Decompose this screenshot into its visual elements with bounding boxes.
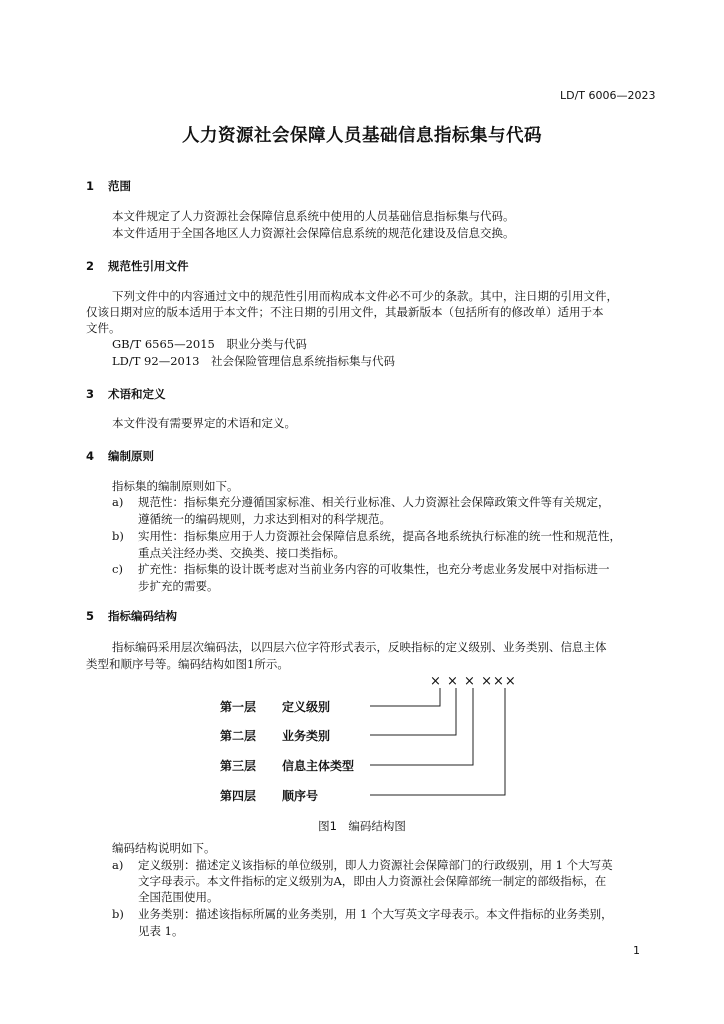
layer-level: 第四层 (220, 789, 257, 803)
list-text: 遵循统一的编码规则，力求达到相对的科学规范。 (138, 512, 391, 526)
list-text: 业务类别：描述该指标所属的业务类别，用 1 个大写英文字母表示。本文件指标的业务类别， (138, 907, 613, 921)
paragraph-line: 指标编码采用层次编码法，以四层六位字符形式表示，反映指标的定义级别、业务类别、信息主体 (112, 640, 607, 654)
paragraph: 编码结构说明如下。 (112, 841, 216, 855)
code-placeholder-marks: × × × ××× (430, 674, 517, 689)
paragraph: 指标集的编制原则如下。 (112, 479, 239, 493)
section-title: 指标编码结构 (108, 609, 177, 623)
section-number: 3 (86, 387, 95, 401)
list-item (112, 906, 613, 922)
paragraph: 本文件规定了人力资源社会保障信息系统中使用的人员基础信息指标集与代码。 (112, 209, 515, 223)
layer-level: 第二层 (220, 729, 257, 743)
paragraph: 本文件没有需要界定的术语和定义。 (112, 416, 296, 430)
paragraph-line: 仅该日期对应的版本适用于本文件；不注日期的引用文件，其最新版本（包括所有的修改单）适用于本 (86, 305, 604, 319)
list-marker: c) (112, 562, 123, 576)
list-text: 全国范围使用。 (138, 890, 219, 904)
section-title: 规范性引用文件 (108, 259, 189, 273)
paragraph-line: 下列文件中的内容通过文中的规范性引用而构成本文件必不可少的条款。其中，注日期的引用文件， (112, 289, 618, 303)
reference-item: LD/T 92—2013 社会保险管理信息系统指标集与代码 (112, 354, 395, 368)
section-number: 5 (86, 609, 95, 623)
layer-level: 第三层 (220, 759, 257, 773)
connector-line-layer-1 (370, 688, 440, 706)
list-text: 步扩充的需要。 (138, 579, 219, 593)
list-text: 重点关注经办类、交换类、接口类指标。 (138, 546, 345, 560)
figure-title: 编码结构图 (348, 819, 406, 833)
page-title: 人力资源社会保障人员基础信息指标集与代码 (182, 126, 542, 146)
figure-caption (0, 818, 724, 834)
list-marker: b) (112, 529, 124, 543)
paragraph: 本文件适用于全国各地区人力资源社会保障信息系统的规范化建设及信息交换。 (112, 226, 515, 240)
list-text: 实用性：指标集应用于人力资源社会保障信息系统，提高各地系统执行标准的统一性和规范性， (138, 529, 621, 543)
connector-line-layer-3 (370, 688, 473, 765)
layer-label: 信息主体类型 (282, 759, 355, 773)
list-text: 见表 1。 (138, 924, 184, 938)
list-text: 文字母表示。本文件指标的定义级别为A，即由人力资源社会保障部统一制定的部级指标，在 (138, 874, 607, 888)
list-marker: a) (112, 858, 124, 872)
connector-line-layer-4 (370, 688, 505, 795)
reference-item: GB/T 6565—2015 职业分类与代码 (112, 337, 307, 351)
section-number: 2 (86, 259, 95, 273)
list-text: 定义级别：描述定义该指标的单位级别，即人力资源社会保障部门的行政级别，用 1 个大写英 (138, 858, 613, 872)
paragraph-line: 文件。 (86, 321, 121, 335)
section-title: 术语和定义 (108, 387, 166, 401)
layer-label: 定义级别 (282, 700, 331, 714)
list-marker: a) (112, 495, 124, 509)
list-text: 规范性：指标集充分遵循国家标准、相关行业标准、人力资源社会保障政策文件等有关规定， (138, 495, 610, 509)
section-title: 范围 (108, 179, 131, 193)
layer-label: 业务类别 (282, 729, 331, 743)
connector-line-layer-2 (370, 688, 456, 735)
section-number: 1 (86, 179, 95, 193)
paragraph-line: 类型和顺序号等。编码结构如图1所示。 (86, 657, 289, 671)
list-text: 扩充性：指标集的设计既考虑对当前业务内容的可收集性，也充分考虑业务发展中对指标进一 (138, 562, 610, 576)
layer-label: 顺序号 (282, 789, 319, 803)
list-marker: b) (112, 907, 124, 921)
page-number: 1 (633, 944, 640, 957)
document-code: LD/T 6006—2023 (560, 89, 656, 102)
layer-level: 第一层 (220, 700, 257, 714)
section-title: 编制原则 (108, 449, 154, 463)
figure-number: 图1 (318, 819, 337, 833)
section-number: 4 (86, 449, 95, 463)
list-item (112, 857, 613, 873)
